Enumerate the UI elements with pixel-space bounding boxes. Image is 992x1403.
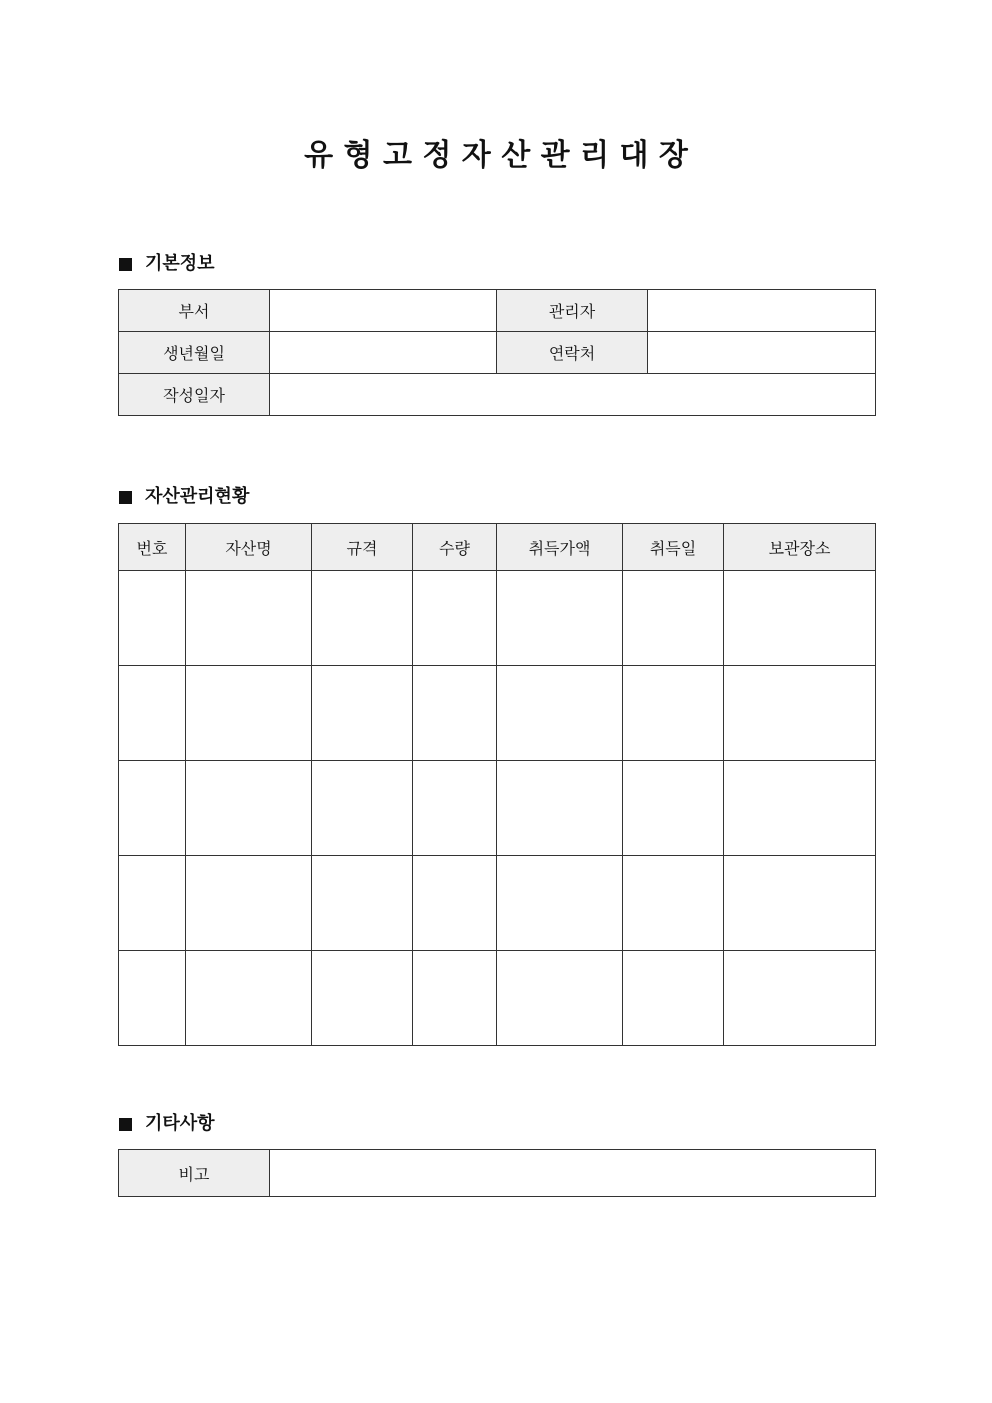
table-cell[interactable] xyxy=(119,951,186,1046)
table-cell[interactable] xyxy=(413,761,497,856)
column-header-acquisition-cost: 취득가액 xyxy=(497,524,623,571)
column-header-storage-location: 보관장소 xyxy=(724,524,876,571)
table-cell[interactable] xyxy=(312,571,413,666)
asset-status-heading xyxy=(119,485,249,509)
table-cell[interactable] xyxy=(413,571,497,666)
table-cell[interactable] xyxy=(497,761,623,856)
table-cell[interactable] xyxy=(119,571,186,666)
basic-info-table xyxy=(118,289,876,416)
table-cell[interactable] xyxy=(497,666,623,761)
table-cell[interactable] xyxy=(119,761,186,856)
table-cell[interactable] xyxy=(186,761,312,856)
table-cell[interactable] xyxy=(413,951,497,1046)
table-cell[interactable] xyxy=(119,856,186,951)
other-heading xyxy=(119,1112,215,1136)
table-cell[interactable] xyxy=(312,666,413,761)
basic-info-heading xyxy=(119,252,215,276)
table-cell[interactable] xyxy=(497,951,623,1046)
column-header-number: 번호 xyxy=(119,524,186,571)
table-row xyxy=(119,761,876,856)
table-cell[interactable] xyxy=(312,951,413,1046)
table-cell[interactable] xyxy=(413,666,497,761)
column-header-spec: 규격 xyxy=(312,524,413,571)
manager-field[interactable] xyxy=(648,290,876,332)
table-cell[interactable] xyxy=(623,666,724,761)
table-cell[interactable] xyxy=(623,571,724,666)
table-cell[interactable] xyxy=(497,856,623,951)
table-header-row xyxy=(119,524,876,571)
table-cell[interactable] xyxy=(623,761,724,856)
table-cell[interactable] xyxy=(623,856,724,951)
table-row xyxy=(119,666,876,761)
table-cell[interactable] xyxy=(724,666,876,761)
table-cell[interactable] xyxy=(413,856,497,951)
table-cell[interactable] xyxy=(186,571,312,666)
manager-label: 관리자 xyxy=(497,290,648,332)
column-header-acquisition-date: 취득일 xyxy=(623,524,724,571)
table-cell[interactable] xyxy=(724,856,876,951)
birthdate-field[interactable] xyxy=(270,332,497,374)
table-cell[interactable] xyxy=(312,856,413,951)
remarks-field[interactable] xyxy=(270,1150,876,1197)
square-bullet-icon xyxy=(119,491,132,504)
other-heading-text: 기타사항 xyxy=(145,1113,215,1134)
table-cell[interactable] xyxy=(724,571,876,666)
contact-field[interactable] xyxy=(648,332,876,374)
birthdate-label: 생년월일 xyxy=(119,332,270,374)
table-cell[interactable] xyxy=(724,951,876,1046)
table-cell[interactable] xyxy=(724,761,876,856)
table-cell[interactable] xyxy=(623,951,724,1046)
table-row xyxy=(119,951,876,1046)
table-cell[interactable] xyxy=(119,666,186,761)
column-header-quantity: 수량 xyxy=(413,524,497,571)
written-date-label: 작성일자 xyxy=(119,374,270,416)
written-date-field[interactable] xyxy=(270,374,876,416)
table-cell[interactable] xyxy=(186,666,312,761)
department-field[interactable] xyxy=(270,290,497,332)
table-cell[interactable] xyxy=(497,571,623,666)
table-row xyxy=(119,571,876,666)
asset-status-table xyxy=(118,523,876,1046)
table-cell[interactable] xyxy=(186,856,312,951)
asset-status-heading-text: 자산관리현황 xyxy=(145,486,250,507)
page-title: 유 형 고 정 자 산 관 리 대 장 xyxy=(304,138,688,173)
contact-label: 연락처 xyxy=(497,332,648,374)
remarks-label: 비고 xyxy=(119,1150,270,1197)
square-bullet-icon xyxy=(119,258,132,271)
table-cell[interactable] xyxy=(186,951,312,1046)
table-row xyxy=(119,856,876,951)
basic-info-heading-text: 기본정보 xyxy=(145,253,215,274)
table-cell[interactable] xyxy=(312,761,413,856)
department-label: 부서 xyxy=(119,290,270,332)
other-table xyxy=(118,1149,876,1197)
square-bullet-icon xyxy=(119,1118,132,1131)
column-header-asset-name: 자산명 xyxy=(186,524,312,571)
